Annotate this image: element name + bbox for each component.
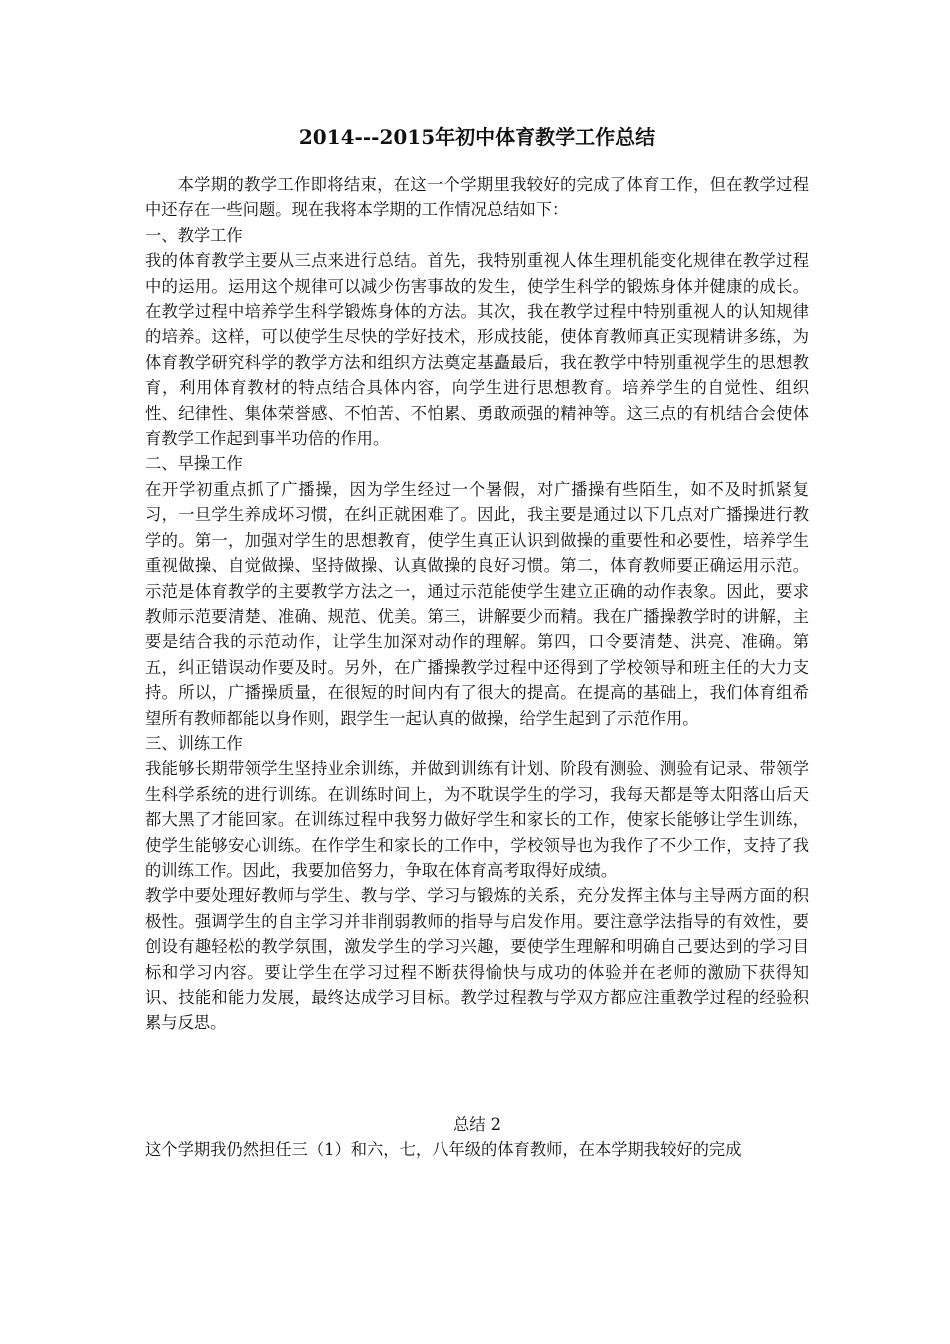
document-title: 2014---2015年初中体育教学工作总结 [298,125,656,149]
intro-paragraph: 本学期的教学工作即将结束，在这一个学期里我较好的完成了体育工作，但在教学过程中还存在一些问题。现在我将本学期的工作情况总结如下： [145,175,809,220]
section-body-training: 我能够长期带领学生坚持业余训练，并做到训练有计划、阶段有测验、测验有记录、带领学生科学系统的进行训练。在训练时间上，为不耽误学生的学习，我每天都是等太阳落山后天都大黑了才能回家。在训练过程中我努力做好学生和家长的工作，使家长能够让学生训练，使学生能够安心训练。在作学生和家长的工作中，学校领导也为我作了不少工作，支持了我的训练工作。因此，我要加倍努力，争取在体育高考取得好成绩。 [145,759,809,880]
section-spacer [145,1036,809,1112]
section-heading-training: 三、训练工作 [145,733,243,753]
section-body-morning-exercise: 在开学初重点抓了广播操，因为学生经过一个暑假，对广播操有些陌生，如不及时抓紧复习，一旦学生养成坏习惯，在纠正就困难了。因此，我主要是通过以下几点对广播操进行教学的。第一，加强对学生的思想教育，使学生真正认识到做操的重要性和必要性，培养学生重视做操、自觉做操、坚持做操、认真做操的良好习惯。第二，体育教师要正确运用示范。示范是体育教学的主要教学方法之一，通过示范能使学生建立正确的动作表象。因此，要求教师示范要清楚、准确、规范、优美。第三，讲解要少而精。我在广播操教学时的讲解，主要是结合我的示范动作，让学生加深对动作的理解。第四，口令要清楚、洪亮、准确。第五，纠正错误动作要及时。另外，在广播操教学过程中还得到了学校领导和班主任的大力支持。所以，广播操质量，在很短的时间内有了很大的提高。在提高的基础上，我们体育组希望所有教师都能以身作则，跟学生一起认真的做操，给学生起到了示范作用。 [145,479,809,728]
summary2-title: 总结 2 [452,1114,502,1134]
closing-paragraph: 教学中要处理好教师与学生、教与学、学习与锻炼的关系，充分发挥主体与主导两方面的积极性。强调学生的自主学习并非削弱教师的指导与启发作用。要注意学法指导的有效性，要创设有趣轻松的教学氛围，激发学生的学习兴趣，要使学生理解和明确自己要达到的学习目标和学习内容。要让学生在学习过程不断获得愉快与成功的体验并在老师的激励下获得知识、技能和能力发展，最终达成学习目标。教学过程教与学双方都应注重教学过程的经验积累与反思。 [145,886,809,1033]
section-heading-morning-exercise: 二、早操工作 [145,454,243,474]
document-body [145,122,809,1163]
section-body-teaching: 我的体育教学主要从三点来进行总结。首先，我特别重视人体生理机能变化规律在教学过程中的运用。运用这个规律可以减少伤害事故的发生，使学生科学的锻炼身体并健康的成长。在教学过程中培养学生科学锻炼身体的方法。其次，我在教学过程中特别重视人的认知规律的培养。这样，可以使学生尽快的学好技术，形成技能，使体育教师真正实现精讲多练，为体育教学研究科学的教学方法和组织方法奠定基矗最后，我在教学中特别重视学生的思想教育，利用体育教材的特点结合具体内容，向学生进行思想教育。培养学生的自觉性、组织性、纪律性、集体荣誉感、不怕苦、不怕累、勇敢顽强的精神等。这三点的有机结合会使体育教学工作起到事半功倍的作用。 [145,251,809,449]
section-heading-teaching: 一、教学工作 [145,225,243,245]
summary2-body: 这个学期我仍然担任三（1）和六，七，八年级的体育教师，在本学期我较好的完成 [145,1140,742,1160]
